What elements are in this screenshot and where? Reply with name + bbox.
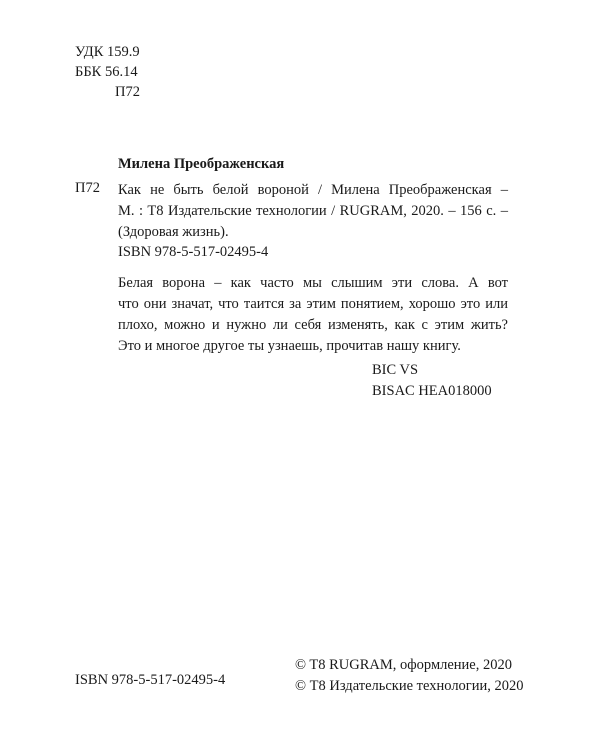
copyright-line: © T8 RUGRAM, оформление, 2020	[295, 657, 512, 673]
udk-code: УДК 159.9	[75, 44, 140, 60]
cutter-mark: П72	[75, 180, 100, 196]
cutter-code: П72	[115, 84, 140, 100]
bib-line: (Здоровая жизнь).	[118, 224, 229, 240]
annotation-line: Это и многое другое ты узнаешь, прочитав нашу книгу.	[118, 338, 461, 354]
author-name: Милена Преображенская	[118, 156, 285, 172]
classification-block	[75, 42, 140, 102]
annotation-line: Белая ворона – как часто мы слышим эти слова. А вот	[118, 275, 508, 291]
copyright-block	[295, 655, 524, 697]
isbn-bottom: ISBN 978-5-517-02495-4	[75, 672, 226, 688]
annotation-line: что они значат, что таится за этим понятием, хорошо это или	[118, 296, 508, 312]
bbk-code: ББК 56.14	[75, 64, 138, 80]
annotation-line: плохо, можно и нужно ли себя изменять, как с этим жить?	[118, 317, 508, 333]
bib-line: Как не быть белой вороной / Милена Преображенская –	[118, 182, 508, 198]
bic-code: BIC VS	[372, 362, 419, 378]
subject-codes	[372, 360, 492, 402]
bib-line: М. : Т8 Издательские технологии / RUGRAM, 2020. – 156 с. –	[118, 203, 508, 219]
bibliographic-description	[118, 180, 508, 243]
annotation	[118, 273, 508, 357]
bisac-code: BISAC HEA018000	[372, 383, 492, 399]
copyright-line: © Т8 Издательские технологии, 2020	[295, 678, 524, 694]
isbn-main: ISBN 978-5-517-02495-4	[118, 244, 269, 260]
